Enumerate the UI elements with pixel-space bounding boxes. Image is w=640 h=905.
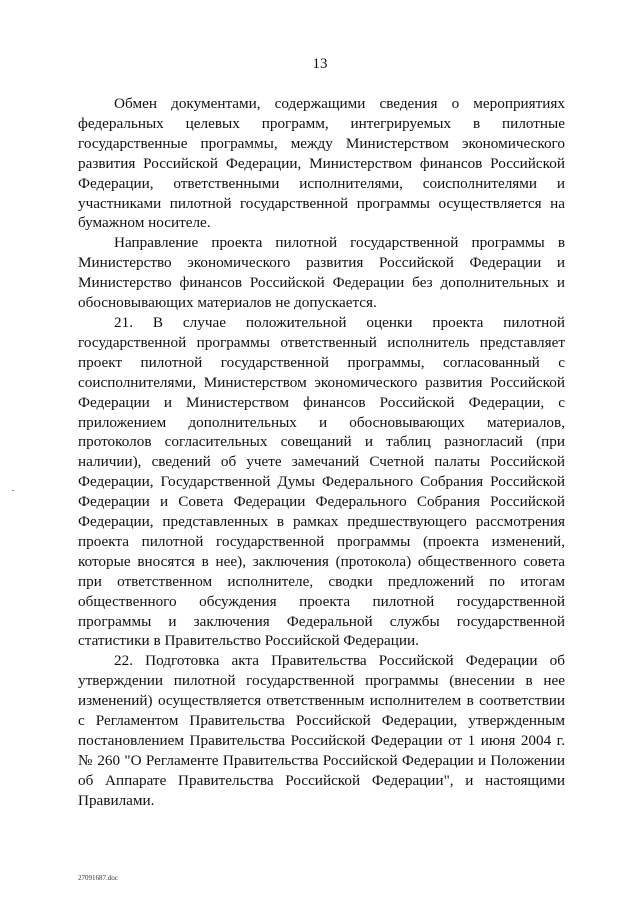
page-number: 13	[312, 56, 328, 72]
paragraph-clause-21: 21. В случае положительной оценки проекта пилотной государственной программы ответственный исполнитель представляет проект пилотной государственной программы, согласованный с соисполнителями, Министерством экономического развития Российской Федерации и Министерством финансов Российской Федерации, с приложением дополнительных и обосновывающих материалов, протоколов согласительных совещаний и таблиц разногласий (при наличии), сведений об учете замечаний Счетной палаты Российской Федерации, Государственной Думы Федерального Собрания Российской Федерации и Совета Федерации Федерального Собрания Российской Федерации, представленных в рамках предшествующего рассмотрения проекта пилотной государственной программы (проекта изменений, которые вносятся в нее), заключения (протокола) общественного совета при ответственном исполнителе, сводки предложений по итогам общественного обсуждения проекта пилотной государственной программы и заключения Федеральной службы государственной статистики в Правительство Российской Федерации.	[78, 313, 565, 650]
paragraph-clause-22: 22. Подготовка акта Правительства Российской Федерации об утверждении пилотной государственной программы (внесении в нее изменений) осуществляется ответственным исполнителем в соответствии с Регламентом Правительства Российской Федерации, утвержденным постановлением Правительства Российской Федерации от 1 июня 2004 г. № 260 "О Регламенте Правительства Российской Федерации и Положении об Аппарате Правительства Российской Федерации", и настоящими Правилами.	[78, 652, 565, 809]
paragraph-document-exchange: Обмен документами, содержащими сведения о мероприятиях федеральных целевых программ, интегрируемых в пилотные государственные программы, между Министерством экономического развития Российской Федерации, Министерством финансов Российской Федерации, ответственными исполнителями, соисполнителями и участниками пилотной государственной программы осуществляется на бумажном носителе.	[78, 95, 565, 232]
paragraph-submission-requirements: Направление проекта пилотной государственной программы в Министерство экономического развития Российской Федерации и Министерство финансов Российской Федерации без дополнительных и обосновывающих материалов не допускается.	[78, 234, 565, 312]
footer-filename: 27091687.doc	[78, 874, 118, 882]
scan-margin-mark	[12, 490, 14, 491]
document-body	[78, 94, 565, 811]
